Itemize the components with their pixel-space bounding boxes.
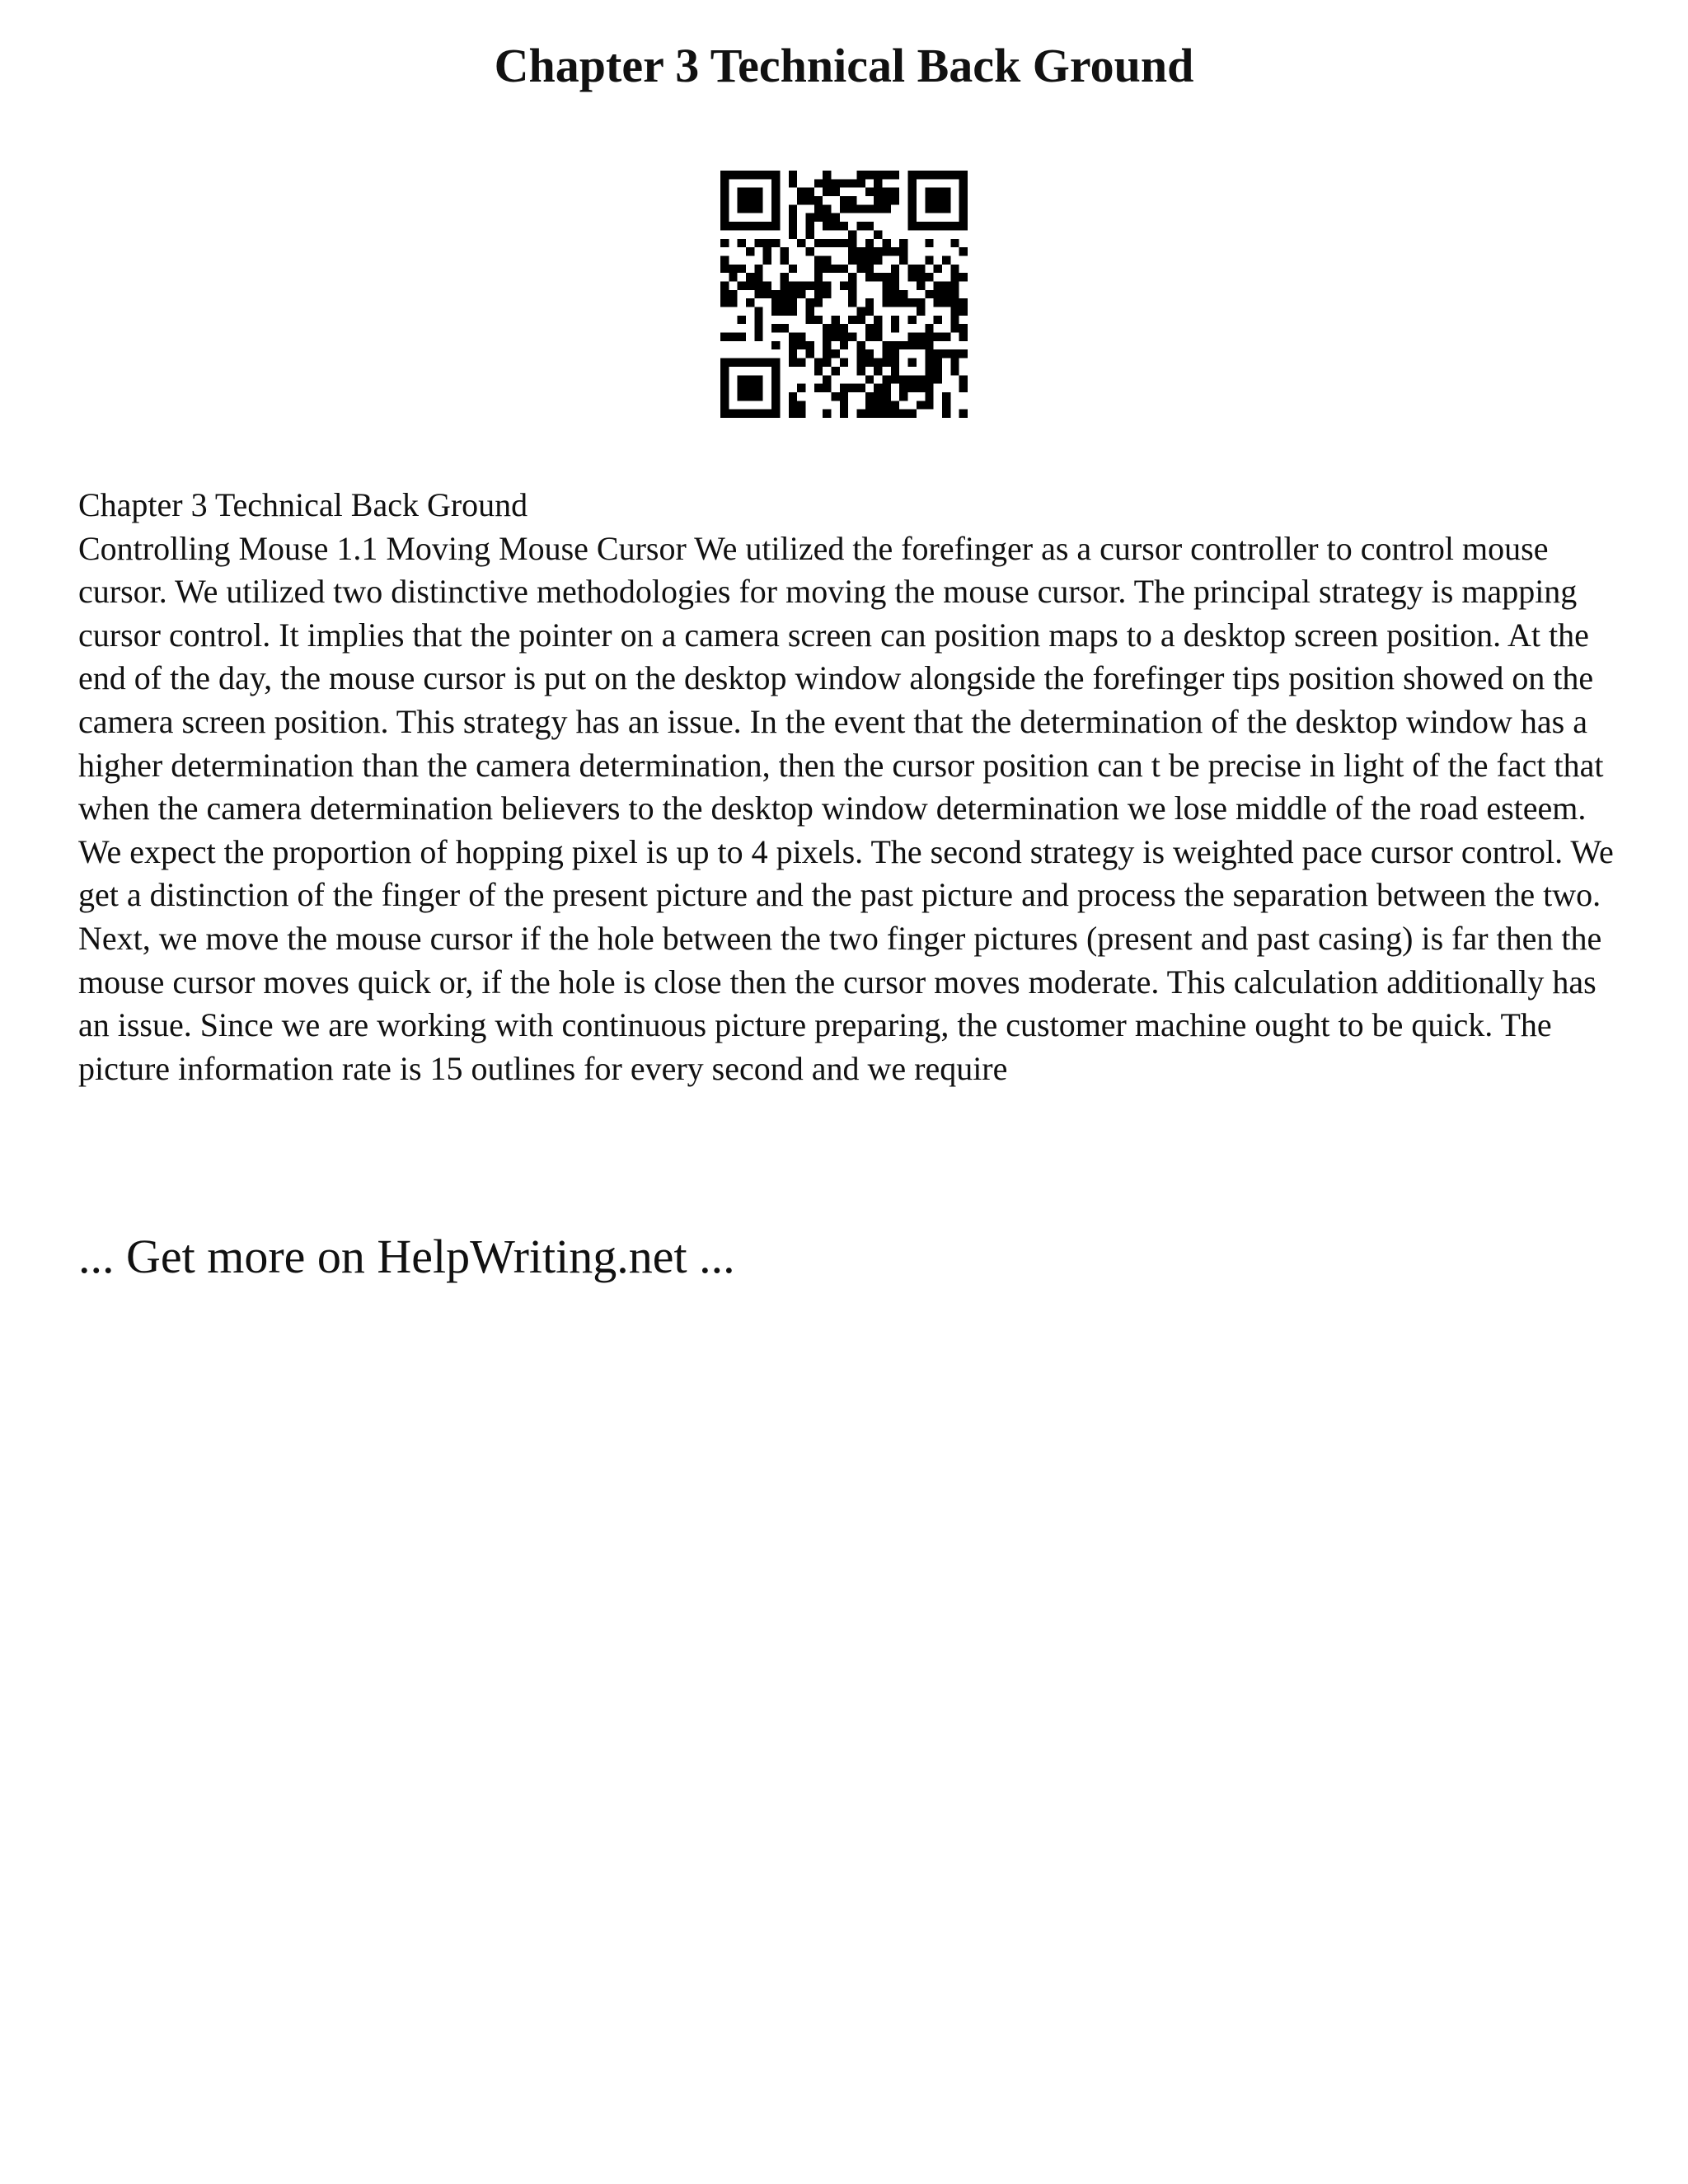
document-content [78,484,1628,1090]
qr-code-icon [720,171,968,418]
section-heading: Chapter 3 Technical Back Ground [78,486,528,523]
document-title: Chapter 3 Technical Back Ground [494,39,1194,92]
get-more-link[interactable]: ... Get more on HelpWriting.net ... [78,1230,735,1283]
body-paragraph: Controlling Mouse 1.1 Moving Mouse Cursor We utilized the forefinger as a cursor controller to control mouse cursor. We utilized two distinctive methodologies for moving the mouse cursor. The principal strategy is mapping cursor control. It implies that the pointer on a camera screen can position maps to a desktop screen position. At the end of the day, the mouse cursor is put on the desktop window alongside the forefinger tips position showed on the camera screen position. This strategy has an issue. In the event that the determination of the desktop window has a higher determination than the camera determination, then the cursor position can t be precise in light of the fact that when the camera determination believers to the desktop window determination we lose middle of the road esteem. We expect the proportion of hopping pixel is up to 4 pixels. The second strategy is weighted pace cursor control. We get a distinction of the finger of the present picture and the past picture and process the separation between the two. Next, we move the mouse cursor if the hole between the two finger pictures (present and past casing) is far then the mouse cursor moves quick or, if the hole is close then the cursor moves moderate. This calculation additionally has an issue. Since we are working with continuous picture preparing, the customer machine ought to be quick. The picture information rate is 15 outlines for every second and we require [78,529,1614,1087]
